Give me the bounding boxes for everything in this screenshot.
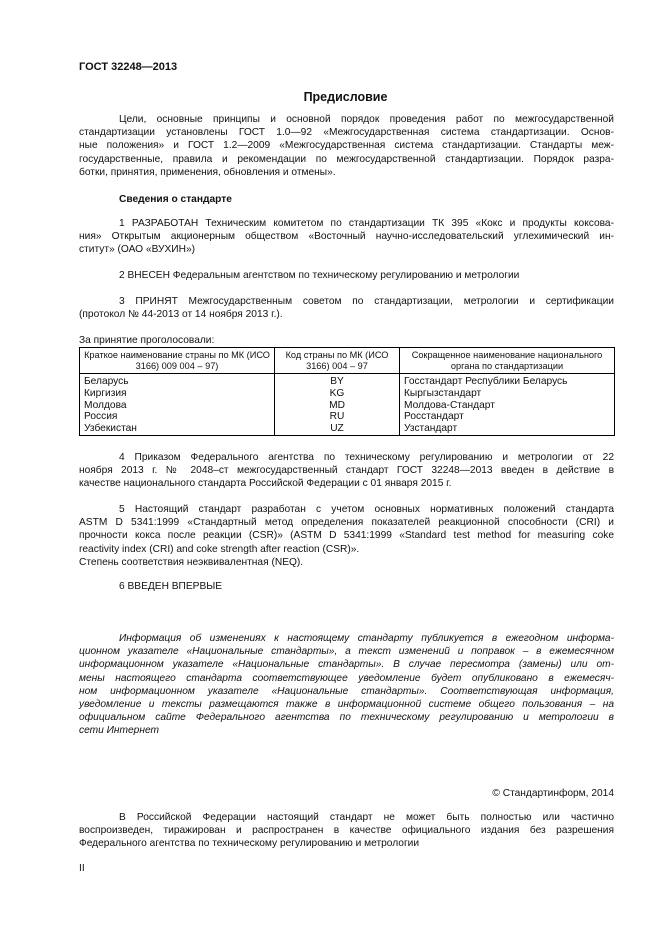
- item-1-line: ститут» (ОАО «ВУХИН»): [79, 244, 196, 256]
- cell-body: Узстандарт: [400, 423, 615, 435]
- notice-line: информационном указателе «Национальные стандарты». В случае пересмотра (замены) или от-: [79, 659, 614, 671]
- reproduction-line: воспроизведен, тиражирован и распространен в качестве официального издания без разрешения: [79, 825, 614, 837]
- table-row: [80, 388, 615, 400]
- notice-line: ном информационном указателе «Национальные стандарты». Соответствующая информация,: [79, 685, 614, 697]
- item-1-line: 1 РАЗРАБОТАН Техническим комитетом по стандартизации ТК 395 «Кокс и продукты коксова-: [119, 218, 614, 229]
- item-4-paragraph: [79, 451, 614, 491]
- item-4-line: 4 Приказом Федерального агентства по техническому регулированию и метрологии от 22: [119, 452, 614, 463]
- table-row: [80, 374, 615, 388]
- column-header-body: Сокращенное наименование национального органа по стандартизации: [400, 348, 615, 374]
- cell-country: Узбекистан: [80, 423, 275, 435]
- item-5-line: ASTM D 5341:1999 «Стандартный метод определения показателей реакционной способности (CRI) и: [79, 517, 614, 529]
- notice-line: сети Интернет: [79, 725, 159, 737]
- intro-paragraph: [79, 113, 614, 179]
- column-header-code: Код страны по МК (ИСО 3166) 004 – 97: [275, 348, 400, 374]
- table-row: [80, 423, 615, 435]
- item-4-line: ноября 2013 г. № 2048–ст межгосударственный стандарт ГОСТ 32248—2013 введен в действие в: [79, 465, 614, 477]
- intro-line: государственные, правила и рекомендации по межгосударственной стандартизации. Порядок разра-: [79, 153, 614, 165]
- page-number: II: [79, 863, 85, 874]
- cell-body: Госстандарт Республики Беларусь: [400, 374, 615, 388]
- item-2-paragraph: [79, 269, 614, 282]
- cell-country: Россия: [80, 411, 275, 423]
- item-5-line: 5 Настоящий стандарт разработан с учетом основных нормативных положений стандарта: [119, 504, 614, 515]
- item-5-line: прочности кокса после реакции (CSR)» (ASTM D 5341:1999 «Standard test method for measuring coke: [79, 530, 614, 542]
- intro-line: Цели, основные принципы и основной порядок проведения работ по межгосударственной: [119, 114, 614, 125]
- notice-line: мены настоящего стандарта соответствующее уведомление будет опубликовано в ежемесяч-: [79, 672, 614, 684]
- equivalence-degree: Степень соответствия неэквивалентная (NEQ).: [79, 556, 304, 568]
- section-title: Сведения о стандарте: [119, 194, 232, 205]
- cell-code: MD: [275, 400, 400, 412]
- intro-line: ботки, принятия, применения, обновления и отмены».: [79, 166, 336, 178]
- copyright-notice: © Стандартинформ, 2014: [492, 788, 614, 799]
- notice-line: уведомление и тексты размещаются также в информационной системе общего пользования – на: [79, 699, 614, 711]
- item-3-paragraph: [79, 295, 614, 321]
- cell-body: Молдова-Стандарт: [400, 400, 615, 412]
- item-6-paragraph: [79, 580, 614, 593]
- item-1-line: ния» Открытым акционерным обществом «Восточный научно-исследовательский углехимический ин-: [79, 231, 614, 243]
- cell-code: UZ: [275, 423, 400, 435]
- reproduction-notice: [79, 811, 614, 851]
- cell-code: KG: [275, 388, 400, 400]
- item-3-line: (протокол № 44-2013 от 14 ноября 2013 г.).: [79, 309, 283, 321]
- cell-body: Росстандарт: [400, 411, 615, 423]
- page-title: Предисловие: [303, 90, 388, 104]
- intro-line: стандартизации установлены ГОСТ 1.0—92 «Межгосударственная система стандартизации. Основ-: [79, 127, 614, 139]
- cell-country: Беларусь: [80, 374, 275, 388]
- cell-body: Кыргызстандарт: [400, 388, 615, 400]
- table-row: [80, 400, 615, 412]
- intro-line: ные положения» и ГОСТ 1.2—2009 «Межгосударственная система стандартизации. Стандарты меж-: [79, 140, 614, 152]
- item-5-line: reactivity index (CRI) and coke strength after reaction (CSR)».: [79, 543, 360, 555]
- cell-country: Молдова: [80, 400, 275, 412]
- table-header-row: [80, 348, 615, 374]
- item-3-line: 3 ПРИНЯТ Межгосударственным советом по стандартизации, метрологии и сертификации: [119, 296, 614, 307]
- column-header-country: Краткое наименование страны по МК (ИСО 3166) 009 004 – 97): [80, 348, 275, 374]
- voting-states-table: [79, 347, 615, 436]
- notice-line: ционном указателе «Национальные стандарты», а текст изменений и поправок – в ежемесячном: [79, 646, 614, 658]
- cell-country: Киргизия: [80, 388, 275, 400]
- item-2-line: 2 ВНЕСЕН Федеральным агентством по техническому регулированию и метрологии: [119, 270, 520, 281]
- item-4-line: качестве национального стандарта Российской Федерации с 01 января 2015 г.: [79, 478, 452, 490]
- item-5-paragraph: [79, 503, 614, 569]
- table-row: [80, 411, 615, 423]
- notice-line: Информация об изменениях к настоящему стандарту публикуется в ежегодном информа-: [119, 633, 614, 644]
- information-notice: [79, 632, 614, 738]
- cell-code: BY: [275, 374, 400, 388]
- table-caption-text: За принятие проголосовали:: [79, 335, 215, 346]
- reproduction-line: В Российской Федерации настоящий стандарт не может быть полностью или частично: [119, 812, 614, 823]
- reproduction-line: Федерального агентства по техническому регулированию и метрологии: [79, 838, 420, 850]
- cell-code: RU: [275, 411, 400, 423]
- item-6-line: 6 ВВЕДЕН ВПЕРВЫЕ: [119, 581, 223, 592]
- table-caption: [79, 334, 614, 347]
- notice-line: официальном сайте Федерального агентства по техническому регулированию и метрологии в: [79, 712, 614, 724]
- document-header-code: ГОСТ 32248—2013: [79, 61, 178, 73]
- item-1-paragraph: [79, 217, 614, 257]
